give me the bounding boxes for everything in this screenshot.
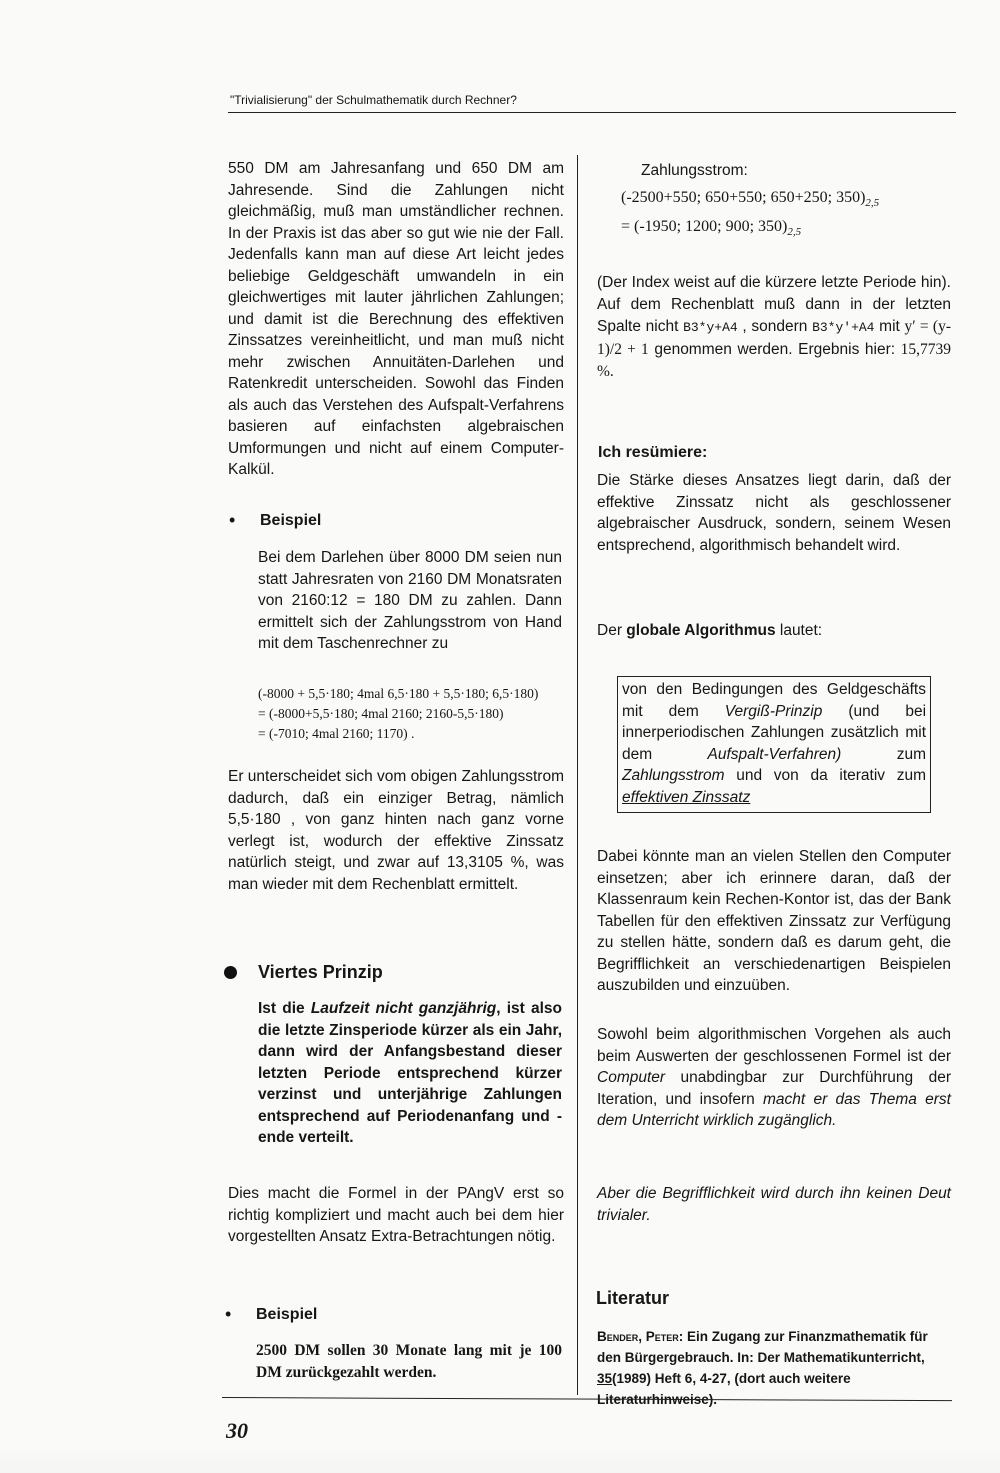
beispiel-1-heading: Beispiel — [260, 512, 322, 529]
column-divider — [577, 155, 578, 1395]
sowohl-paragraph: Sowohl beim algorithmischen Vorgehen als auch beim Auswerten der geschlossenen Formel ist der Computer unabdingbar zur Durchführung der Iteration, und insofern macht er das Thema erst dem Unterricht wirklich zugänglich. — [597, 1026, 951, 1129]
running-header: "Trivialisierung" der Schulmathematik durch Rechner? — [230, 93, 517, 107]
beispiel-2-text: 2500 DM sollen 30 Monate lang mit je 100 DM zurückgezahlt werden. — [256, 1342, 562, 1381]
page-shade — [0, 1443, 1000, 1473]
formula-2: (-2500+550; 650+550; 650+250; $350)_{2,5}$ = (-1950; 1200; 900; $350)_{2,5}$ — [621, 189, 880, 239]
bullet-icon: • — [225, 1304, 232, 1324]
zahlungsstrom-label: Zahlungsstrom: — [641, 162, 748, 179]
aber-paragraph: Aber die Begrifflichkeit wird durch ihn keinen Deut trivialer. — [597, 1185, 951, 1224]
literature-entry: Bender, Peter: Ein Zugang zur Finanzmathematik für den Bürgergebrauch. In: Der Mathematikunterricht, 35(1989) Heft 6, 4-27, (dort auch weitere Literaturhinweise). — [597, 1329, 928, 1407]
bullet-icon: • — [229, 510, 236, 530]
formula-1-line: (-8000 + 5,5·180; 4mal 6,5·180 + 5,5·180; 6,5·180) — [258, 686, 539, 701]
formula-1-line: = (-8000+5,5·180; 4mal 2160; 2160-5,5·180) — [258, 706, 504, 721]
algorithmus-intro: Der globale Algorithmus lautet: — [597, 622, 823, 639]
beispiel-2-heading: Beispiel — [256, 1306, 318, 1323]
viertes-prinzip-text: Ist die Laufzeit nicht ganzjährig, ist also die letzte Zinsperiode kürzer als ein Jahr, dann wird der Anfangsbestand dieser letzten Periode entsprechend kürzer verzinst und unterjährige Zahlungen entsprechend auf Periodenanfang und -ende verteilt. — [258, 1000, 562, 1146]
formula-1 — [258, 684, 568, 744]
left-paragraph-2: Er unterscheidet sich vom obigen Zahlungsstrom dadurch, daß ein einziger Betrag, nämlich 5,5·180 , von ganz hinten nach ganz vorne verlegt ist, wodurch der effektive Zinssatz natürlich steigt, und zwar auf 13,3105 %, was man wieder mit dem Rechenblatt ermittelt. — [228, 768, 564, 893]
formula-1-line: = (-7010; 4mal 2160; 1170) . — [258, 726, 415, 741]
index-paragraph: (Der Index weist auf die kürzere letzte Periode hin). Auf dem Rechenblatt muß dann in der letzten Spalte nicht B3*y+A4 , sondern B3*y'+A4 mit y′ = (y-1)/2 + 1 genommen werden. Ergebnis hier: 15,7739 %. — [597, 274, 952, 380]
left-paragraph-1: 550 DM am Jahresanfang und 650 DM am Jahresende. Sind die Zahlungen nicht gleichmäßig, muß man umständlicher rechnen. In der Praxis ist das aber so gut wie nie der Fall. Jedenfalls kann man auf diese Art leicht jedes beliebige Geldgeschäft umwandeln in ein gleichwertiges mit lauter jährlichen Zahlungen; und damit ist die Berechnung des effektiven Zinssatzes vereinheitlicht, und man muß nicht mehr zwischen Annuitäten-Darlehen und Ratenkredit unterscheiden. Sowohl das Finden als auch das Verstehen des Aufspalt-Verfahrens basieren auf einfachsten algebraischen Umformungen und nicht auf einem Computer-Kalkül. — [228, 160, 564, 478]
dabei-paragraph: Dabei könnte man an vielen Stellen den Computer einsetzen; aber ich erinnere daran, daß der Klassenraum kein Rechen-Kontor ist, das der Bank Tabellen für den effektiven Zinssatz zur Verfügung zu stellen hätte, sondern daß es darum geht, die Begrifflichkeit an verschiedenartigen Beispielen auszubilden und einzuüben. — [597, 848, 951, 994]
bullet-icon — [224, 966, 237, 979]
left-paragraph-3: Dies macht die Formel in der PAngV erst so richtig kompliziert und macht auch bei dem hier vorgestellten Ansatz Extra-Betrachtungen nötig. — [228, 1185, 564, 1245]
viertes-prinzip-heading: Viertes Prinzip — [258, 962, 383, 982]
literatur-heading: Literatur — [596, 1288, 670, 1308]
resumiere-text: Die Stärke dieses Ansatzes liegt darin, daß der effektive Zinssatz nicht als geschlossener algebraischer Ausdruck, sondern, seinem Wesen entsprechend, algorithmisch behandelt wird. — [597, 472, 951, 554]
page-number: 30 — [226, 1418, 248, 1443]
header-rule — [228, 112, 956, 113]
beispiel-1-text: Bei dem Darlehen über 8000 DM seien nun statt Jahresraten von 2160 DM Monatsraten von 2160:12 = 180 DM zu zahlen. Dann ermittelt sich der Zahlungsstrom von Hand mit dem Taschenrechner zu — [258, 549, 562, 652]
resumiere-heading: Ich resümiere: — [598, 444, 708, 461]
algorithm-box: von den Bedingungen des Geldgeschäfts mit dem Vergiß-Prinzip (und bei innerperiodischen Zahlungen zusätzlich mit dem Aufspalt-Verfahren) zum Zahlungsstrom und von da iterativ zum effektiven Zinssatz — [617, 676, 931, 813]
